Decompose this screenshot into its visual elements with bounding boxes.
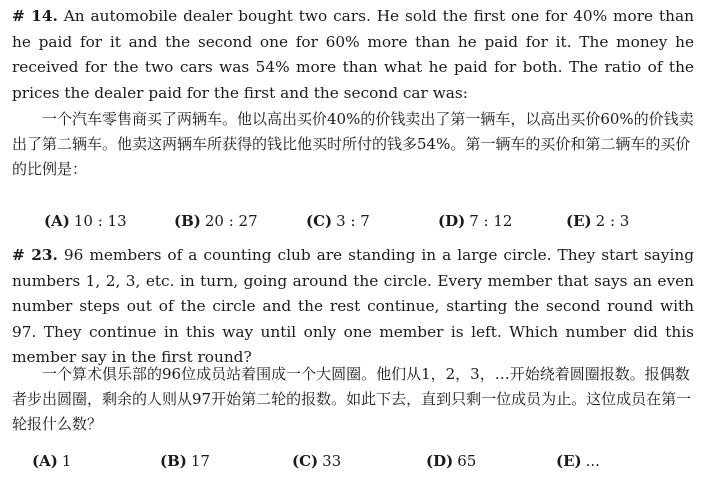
- problem-14-chinese: 一个汽车零售商买了两辆车。他以高出买价40%的价钱卖出了第一辆车，以高出买价60%的价钱卖出了第二辆车。他卖这两辆车所获得的钱比他买时所付的钱多54%。第一辆车的买价和第二辆车的买价的比例是：: [12, 110, 694, 178]
- problem-23-choices: [32, 450, 684, 472]
- choice-e: (E) ...: [556, 452, 600, 470]
- choice-a: (A) 1: [32, 452, 72, 470]
- choice-b: (B) 20 : 27: [174, 212, 258, 230]
- problem-23-chinese: 一个算术俱乐部的96位成员站着围成一个大圆圈。他们从1，2，3，…开始绕着圆圈报数。报偶数者步出圆圈，剩余的人则从97开始第二轮的报数。如此下去，直到只剩一位成员为止。这位成员在第一轮报什么数？: [12, 365, 692, 433]
- problem-23-number: # 23.: [12, 246, 58, 264]
- choice-c: (C) 3 : 7: [306, 212, 370, 230]
- problem-23-text: 96 members of a counting club are standing in a large circle. They start saying numbers 1, 2, 3, etc. in turn, going around the circle. Every member that says an even number steps out of the circle and the rest continue, starting the second round with 97. They continue in this way until only one member is left. Which number did this member say in the first round?: [12, 246, 694, 366]
- choice-d: (D) 65: [426, 452, 477, 470]
- choice-b: (B) 17: [160, 452, 210, 470]
- choice-a: (A) 10 : 13: [44, 212, 127, 230]
- problem-14-english: [12, 4, 694, 106]
- choice-d: (D) 7 : 12: [438, 212, 513, 230]
- problem-23-english: [12, 243, 694, 371]
- choice-e: (E) 2 : 3: [566, 212, 630, 230]
- choice-c: (C) 33: [292, 452, 342, 470]
- problem-14-text: An automobile dealer bought two cars. He sold the first one for 40% more than he paid for it and the second one for 60% more than he paid for it. The money he received for the two cars was 54% more than what he paid for both. The ratio of the prices the dealer paid for the first and the second car was:: [12, 7, 694, 102]
- problem-14-number: # 14.: [12, 7, 58, 25]
- problem-14-choices: [44, 210, 684, 232]
